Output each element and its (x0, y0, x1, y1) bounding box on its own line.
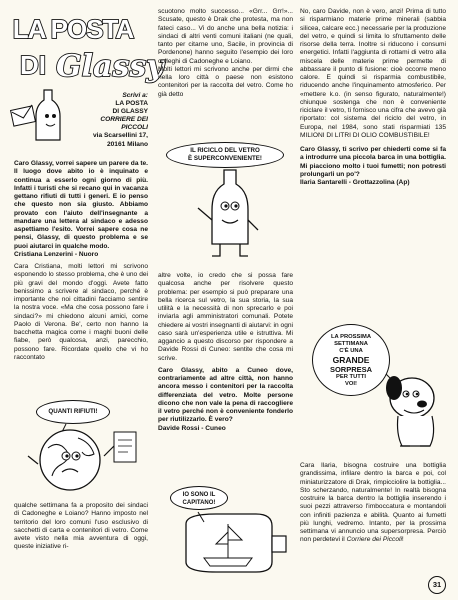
header-title-glassy: Glassy (56, 49, 164, 84)
bottle-character-icon (158, 140, 293, 264)
letter-signature-3: Ilaria Santarelli - Grottazzolina (Ap) (300, 179, 410, 186)
reader-letter-2: Caro Glassy, abito a Cuneo dove, contrariamente ad altre città, non hanno ancora messo i contenitori per la raccolta differenziata del vetro. Molte persone dicono che non vale la pena di raccogliere il vetro perché non è conveniente fonderlo per riutilizzarlo. È vero? (158, 366, 293, 424)
reader-letter-1: Caro Glassy, vorrei sapere un parere da te. Il luogo dove abito io è inquinato e continua a esserlo ogni giorno di più. Infatti i turisti che si recano qui in vacanza gettano rifiuti di tutti i generi. E io penso che questo non sia giusto. Abbiamo provato con l'aiuto dell'insegnante a mandare una lettera al sindaco e adesso aspettiamo l'esito. Vorrei sapere cosa ne pensi, Glassy, di questo problema e se puoi aiutarci in qualche modo. (14, 160, 149, 250)
globe-cartoon (14, 398, 148, 496)
glassy-bottle-illustration (10, 86, 68, 146)
bubble-line: È SUPERCONVENIENTE! (188, 155, 262, 162)
reply-3-text: Cara Ilaria, bisogna costruire una bottiglia grandissima, infilare dentro la barca e poi, col miniaturizzatore di Drak, rimpicciolire la bottiglia... Sto scherzando, naturalmente! In realtà bisogna costruire la barca dentro la bottiglia inserendo i suoi pezzi attraverso l'imboccatura e montandoli con infiniti pazienza e abilità. Quanto ai fumetti più lunghi, vedremo. Intanto, per la prossima settimana vi annuncio una supersorpresa. Perciò non perdetevi il (300, 462, 446, 544)
address-line: 20161 Milano (106, 140, 148, 148)
column-3-bottom (300, 462, 446, 545)
reply-1-part2: scuotono molto successo... «Grr... Grr!»... Scusate, questo è Drak che protesta, ma non fateci caso... Vi do anche una bella notizia: i sindaci di altri venti comuni italiani (ne quali, tanto per citarne uno, Sacile, in provincia di Pordenone) hanno seguito l'esempio dei loro colleghi di Cadoneghe e Loiano. (158, 8, 293, 65)
reply-3 (300, 462, 446, 545)
header-logo (12, 10, 164, 90)
bubble-line: IO SONO IL (182, 492, 216, 498)
globe-icon (14, 398, 148, 496)
address-line: Scrivi a: (122, 92, 148, 99)
reply-1-part3: Molti lettori mi scrivono anche per dirmi che nella loro città o paese non esistono contenitori per la raccolta del vetro. Come ho già detto (158, 65, 293, 98)
address-line: LA POSTA (115, 100, 148, 108)
ship-in-bottle-cartoon (158, 484, 293, 590)
reply-2: No, caro Davide, non è vero, anzi! Prima di tutto si risparmiano materie prime minerali (sabbia silicea, calcare ecc.) necessarie per la produzione del vetro, e quindi si limita lo sfruttamento delle risorse della terra. Inoltre si riducono i consumi energetici. Infatti l'aggiunta di rottami di vetro alla miscela delle materie prime permette di abbassare il punto di fusione: cioè occorre meno calore. E quindi si risparmia combustibile, riducendo anche l'inquinamento atmosferico. Per «mettere k.o. (in senso figurato, naturalmente!) chiunque sostenga che non è conveniente riciclare il vetro, ti fornisco una cifra che avevo già riportato: col sistema del riciclo del vetro, in Europa, nel 1984, sono stati risparmiati 135 MILIONI DI LITRI DI OLIO COMBUSTIBILE! (300, 8, 446, 139)
letter-signature-2: Davide Rossi - Cuneo (158, 424, 226, 432)
bubble-line: SETTIMANA (334, 341, 368, 347)
reply-1-part4: altre volte, io credo che si possa fare qualcosa anche per risolvere questo problema: per esempio si può preparare una bella ricerca sul vetro, la sua storia, la sua utilità e la necessità di non sprecarlo e poi inviarla agli amministratori comunali. Potete chiedere ai vostri insegnanti di aiutarvi: in ogni caso sarà un'esperienza utile e istruttiva. Mi aggancio a questo discorso per rispondere a Davide Rossi di Cuneo: sentite che cosa mi scrive. (158, 272, 293, 362)
address-line: DI GLASSY (112, 108, 148, 116)
bubble-line: VOI! (345, 381, 357, 387)
bubble-line: GRANDE (332, 355, 370, 365)
bubble-line: IL RICICLO DEL VETRO (190, 147, 260, 154)
bottle-ship-icon (158, 484, 293, 590)
column-1 (14, 160, 148, 362)
header-title-di: DI (20, 50, 46, 80)
publication-name: Corriere dei Piccoli (346, 536, 402, 544)
column-3-top (300, 8, 446, 187)
dog-icon (300, 324, 446, 454)
header-title-line1: LA POSTA (12, 14, 134, 44)
address-line: via Scarsellini 17, (93, 132, 148, 140)
bubble-line: PER TUTTI (336, 374, 366, 380)
reply-1-continued: qualche settimana fa a proposito dei sindaci di Cadoneghe e Loiano? Hanno imposto nel territorio del loro comuni l'uso esclusivo di sacchetti di carta e contenitori di vetro. Come avete visto nella mia avventura di oggi, queste iniziative ri- (14, 502, 148, 551)
page-number: 31 (428, 576, 446, 594)
address-line: PICCOLI (121, 124, 148, 132)
bubble-line: SORPRESA (329, 365, 373, 374)
speech-bubble-quanti-rifiuti: QUANTI RIFIUTI! (36, 400, 110, 424)
address-line: CORRIERE DEI (100, 116, 148, 124)
bubble-line: C'È UNA (339, 348, 363, 354)
reply-1: Cara Cristiana, molti lettori mi scrivono esponendo lo stesso problema, che è uno dei più gravi del mondo d'oggi. Avete fatto benissimo a scrivere al sindaco, perché è importante che noi cittadini facciamo sentire la nostra voce. «Ma che cosa possono fare i sindaci?» mi chiedono alcuni amici, come Paolo di Verona. Be', certo non hanno la bacchetta magica come i maghi buoni delle fiabe, però qualcosa, anzi, parecchio, possono fare. Ricordate quello che vi ho raccontato (14, 263, 148, 361)
mailing-address (66, 92, 148, 149)
column-1-end (14, 502, 148, 552)
bottle-character-cartoon (158, 140, 293, 264)
drak-dog-cartoon (300, 324, 446, 454)
reply-3-end: ! (401, 536, 404, 544)
bubble-line: CAPITANO! (182, 500, 216, 506)
letter-signature-1: Cristiana Lenzerini - Nuoro (14, 250, 99, 258)
bubble-line: LA PROSSIMA (330, 334, 372, 340)
reader-letter-3: Caro Glassy, ti scrivo per chiederti come si fa a introdurre una piccola barca in una bottiglia. Mi piacciono molto i tuoi fumetti; non potresti prolungarli un po'? (300, 146, 446, 178)
column-2-top (158, 8, 293, 99)
column-2-bottom (158, 272, 293, 433)
